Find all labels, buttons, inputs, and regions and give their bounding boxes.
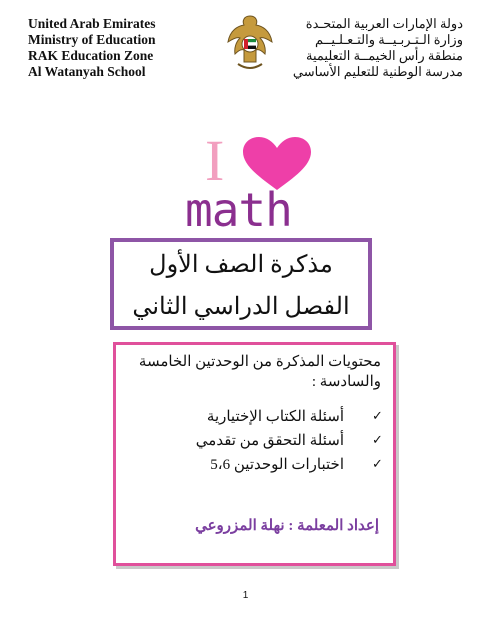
list-item <box>116 454 393 476</box>
title-grade: مذكرة الصف الأول <box>149 252 333 278</box>
header-line-ministry-ar: وزارة الـتـربـيــة والتـعـلـيــم <box>315 32 463 47</box>
list-item <box>116 406 393 428</box>
list-item-label: أسئلة التحقق من تقدمي <box>195 433 344 449</box>
header-arabic <box>293 16 463 80</box>
page-number: 1 <box>242 590 249 601</box>
title-box <box>110 238 372 330</box>
logo-word-math: math <box>185 183 292 237</box>
check-icon: ✓ <box>372 433 383 448</box>
list-item-label: أسئلة الكتاب الإختيارية <box>206 409 344 425</box>
header-line-country-ar: دولة الإمارات العربية المتحـدة <box>305 16 463 31</box>
check-icon: ✓ <box>372 457 383 472</box>
list-item-label: اختبارات الوحدتين 5،6 <box>210 457 344 473</box>
check-icon: ✓ <box>372 409 383 424</box>
header-line-school-ar: مدرسة الوطنية للتعليم الأساسي <box>292 64 463 79</box>
prepared-by: إعداد المعلمة : نهلة المزروعي <box>195 518 379 534</box>
header-line-ministry: Ministry of Education <box>28 32 156 47</box>
contents-intro: محتويات المذكرة من الوحدتين الخامسة والسادسة : <box>138 354 381 390</box>
title-semester: الفصل الدراسي الثاني <box>132 294 350 320</box>
header-line-zone-ar: منطقة رأس الخيمــة التعليمية <box>306 48 463 63</box>
logo-letter-i: I <box>205 128 225 193</box>
list-item <box>116 430 393 452</box>
contents-box <box>113 342 396 566</box>
header-line-country: United Arab Emirates <box>28 16 156 31</box>
header-english <box>28 16 156 80</box>
uae-emblem-icon <box>226 12 274 74</box>
header-line-zone: RAK Education Zone <box>28 48 154 63</box>
header-line-school: Al Watanyah School <box>28 64 146 79</box>
